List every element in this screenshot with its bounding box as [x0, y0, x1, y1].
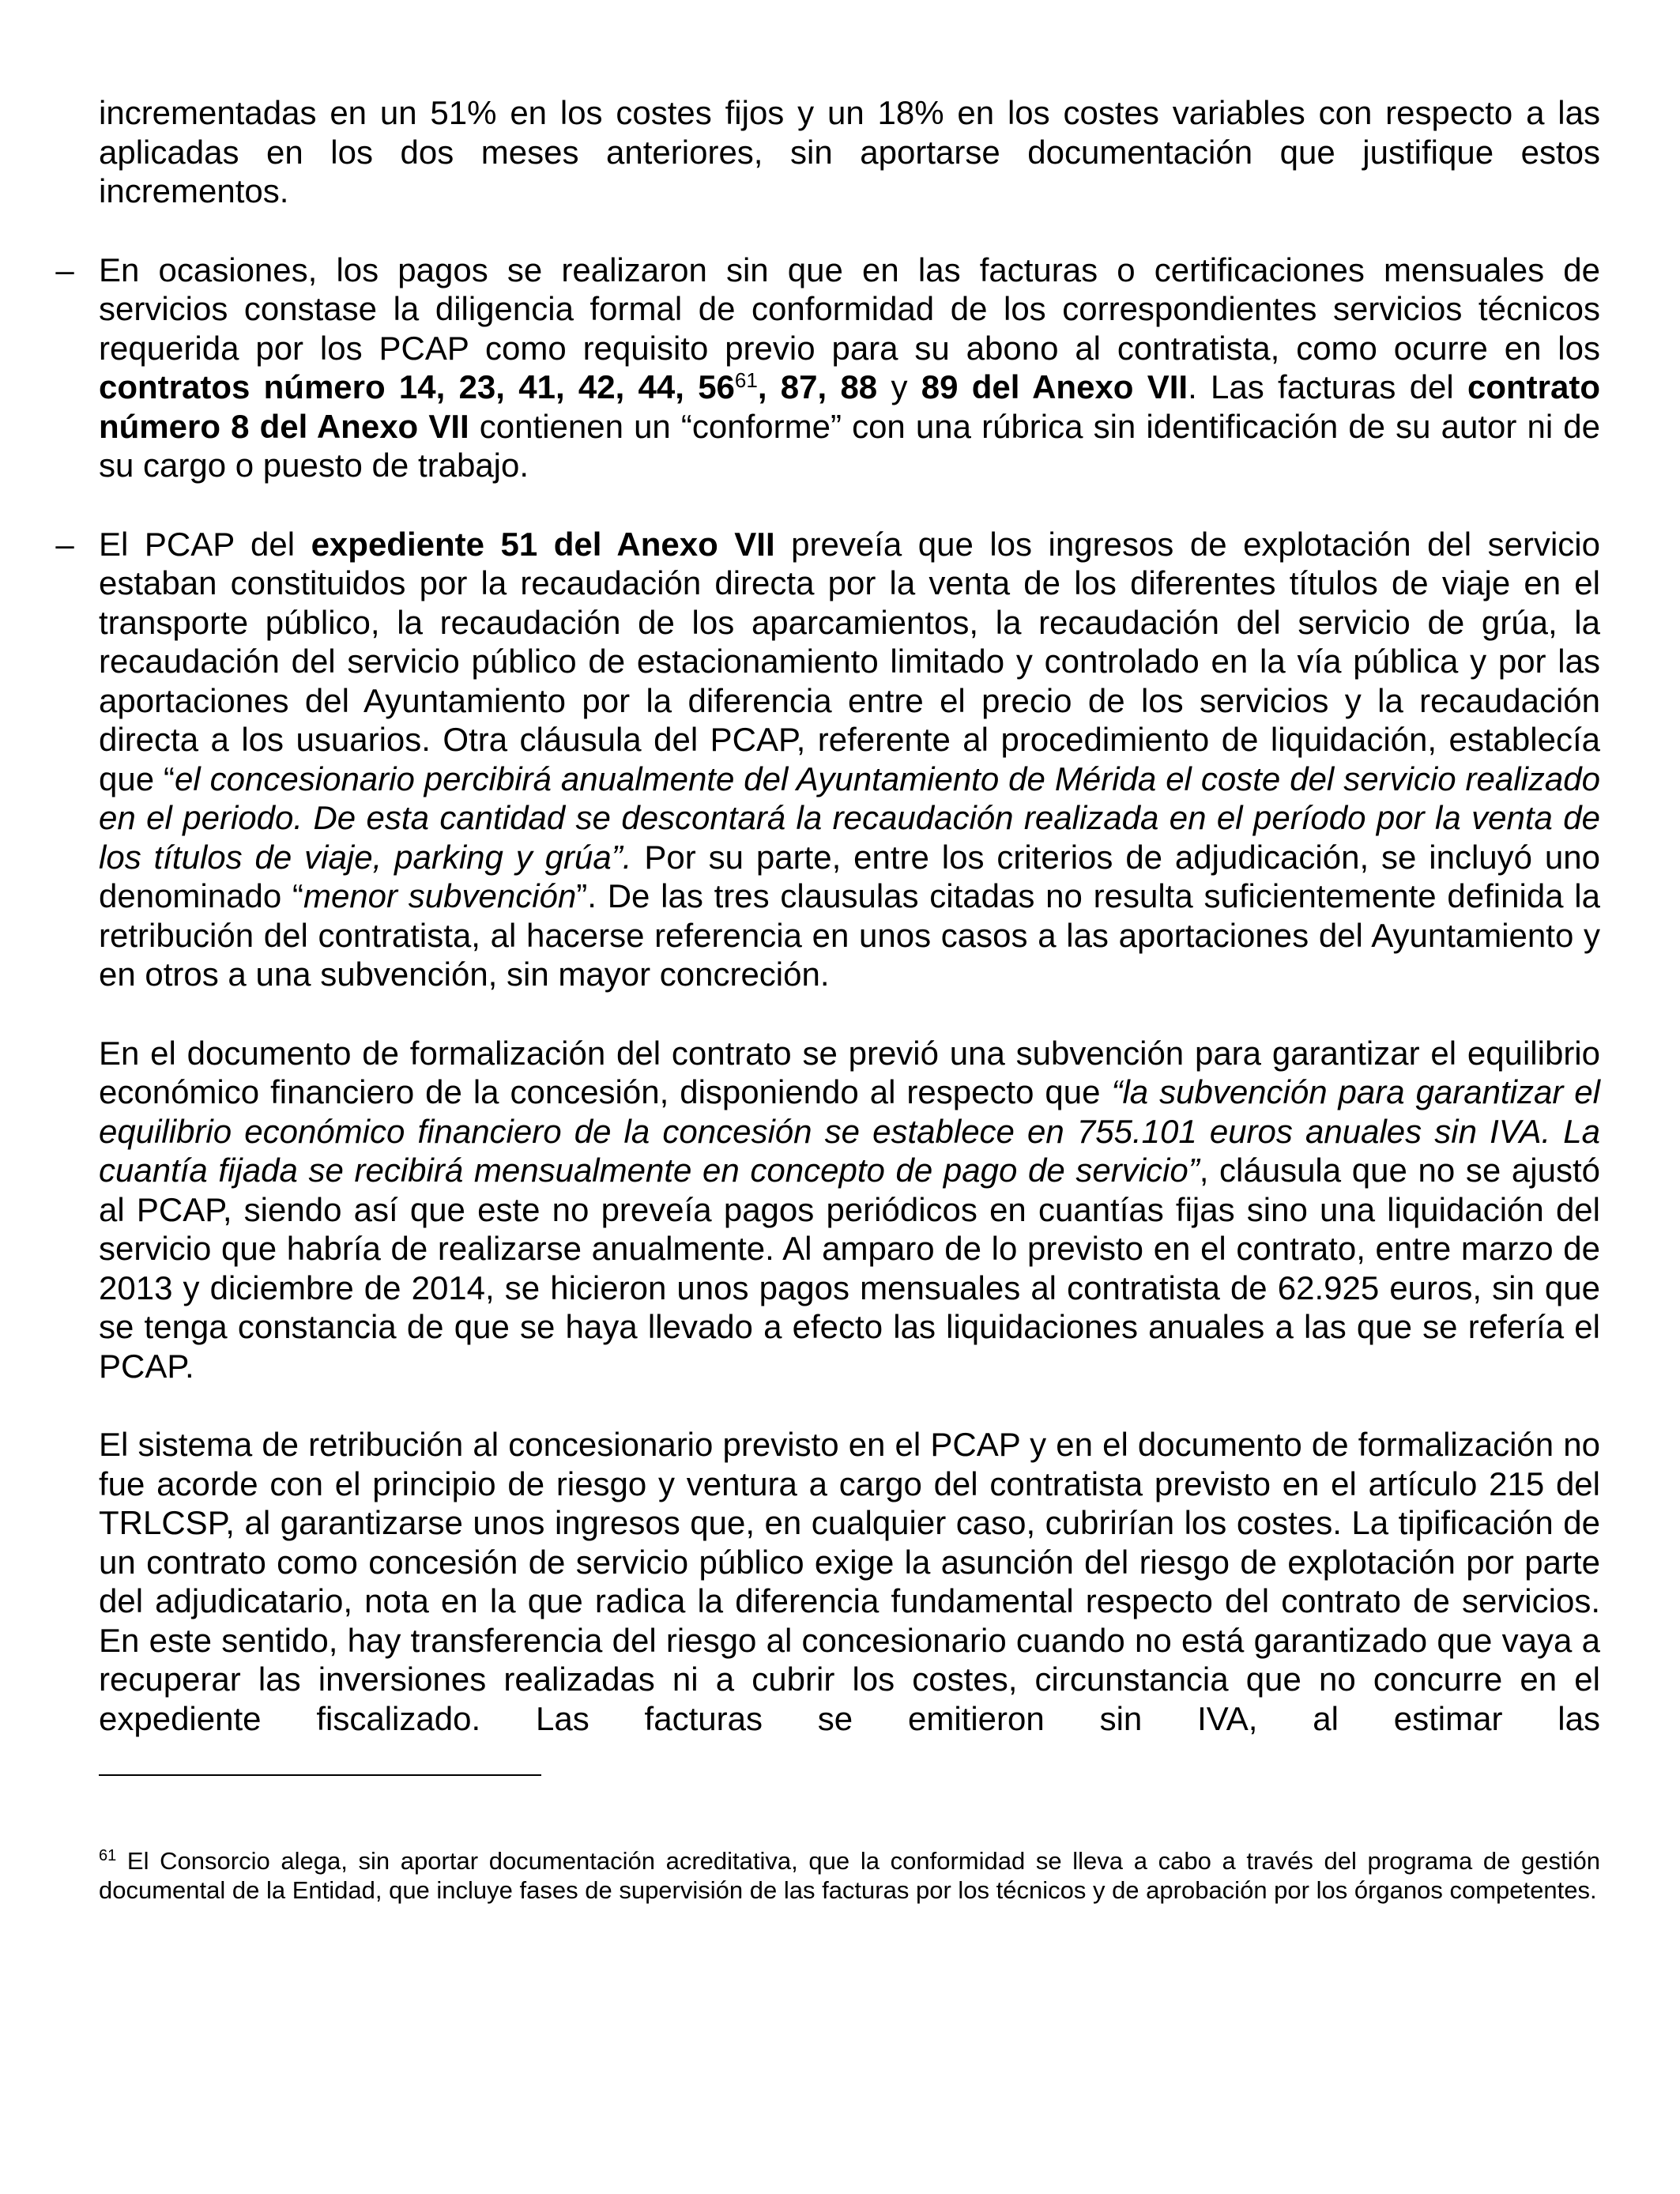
dash-bullet: –: [55, 525, 74, 563]
footnote-separator: [99, 1774, 541, 1776]
paragraph-formalizacion: En el documento de formalización del contrato se previó una subvención para garantizar el equilibrio económico financiero de la concesión, disponiendo al respecto que “la subvención para garantizar el equilibrio económico financiero de la concesión se establece en 755.101 euros anuales sin IVA. La cuantía fijada se recibirá mensualmente en concepto de pago de servicio”, cláusula que no se ajustó al PCAP, siendo así que este no preveía pagos periódicos en cuantías fijas sino una liquidación del servicio que habría de realizarse anualmente. Al amparo de lo previsto en el contrato, entre marzo de 2013 y diciembre de 2014, se hicieron unos pagos mensuales al contratista de 62.925 euros, sin que se tenga constancia de que se haya llevado a efecto las liquidaciones anuales a las que se refería el PCAP.: [99, 1034, 1600, 1385]
footnote-reference[interactable]: 61: [734, 368, 758, 392]
dash-bullet: –: [55, 251, 74, 288]
body-text: [55, 93, 1601, 1777]
footnote-text: El Consorcio alega, sin aportar documentación acreditativa, que la conformidad se lleva a cabo a través del programa de gestión documental de la Entidad, que incluye fases de supervisión de las facturas por los técnicos y de aprobación por los órganos competentes.: [99, 1847, 1600, 1904]
paragraph-retribucion: El sistema de retribución al concesionario previsto en el PCAP y en el documento de formalización no fue acorde con el principio de riesgo y ventura a cargo del contratista previsto en el artículo 215 del TRLCSP, al garantizarse unos ingresos que, en cualquier caso, cubrirían los costes. La tipificación de un contrato como concesión de servicio público exige la asunción del riesgo de explotación por parte del adjudicatario, nota en la que radica la diferencia fundamental respecto del contrato de servicios. En este sentido, hay transferencia del riesgo al concesionario cuando no está garantizado que vaya a recuperar las inversiones realizadas ni a cubrir los costes, circunstancia que no concurre en el expediente fiscalizado. Las facturas se emitieron sin IVA, al estimar las: [99, 1426, 1600, 1737]
footnote-number: 61: [99, 1847, 117, 1864]
bullet-item-expediente-51: – El PCAP del expediente 51 del Anexo VII preveía que los ingresos de explotación del servicio estaban constituidos por la recaudación directa por la venta de los diferentes títulos de viaje en el transporte público, la recaudación de los aparcamientos, la recaudación del servicio de grúa, la recaudación del servicio público de estacionamiento limitado y controlado en la vía pública y por las aportaciones del Ayuntamiento por la diferencia entre el precio de los servicios y la recaudación directa a los usuarios. Otra cláusula del PCAP, referente al procedimiento de liquidación, establecía que “el concesionario percibirá anualmente del Ayuntamiento de Mérida el coste del servicio realizado en el periodo. De esta cantidad se descontará la recaudación realizada en el período por la venta de los títulos de viaje, parking y grúa”. Por su parte, entre los criterios de adjudicación, se incluyó uno denominado “menor subvención”. De las tres clausulas citadas no resulta suficientemente definida la retribución del contratista, al hacerse referencia en unos casos a las aportaciones del Ayuntamiento y en otros a una subvención, sin mayor concreción.: [99, 525, 1600, 994]
footnote-61: [99, 1846, 1600, 1905]
bullet-item-payments: – En ocasiones, los pagos se realizaron sin que en las facturas o certificaciones mensuales de servicios constase la diligencia formal de conformidad de los correspondientes servicios técnicos requerida por los PCAP como requisito previo para su abono al contratista, como ocurre en los contratos número 14, 23, 41, 42, 44, $56^{61}$, 87, 88 y 89 del Anexo VII. Las facturas del contrato número 8 del Anexo VII contienen un “conforme” con una rúbrica sin identificación de su autor ni de su cargo o puesto de trabajo.: [99, 251, 1600, 485]
paragraph-continuation: incrementadas en un 51% en los costes fijos y un 18% en los costes variables con respecto a las aplicadas en los dos meses anteriores, sin aportarse documentación que justifique estos incrementos.: [99, 94, 1600, 209]
